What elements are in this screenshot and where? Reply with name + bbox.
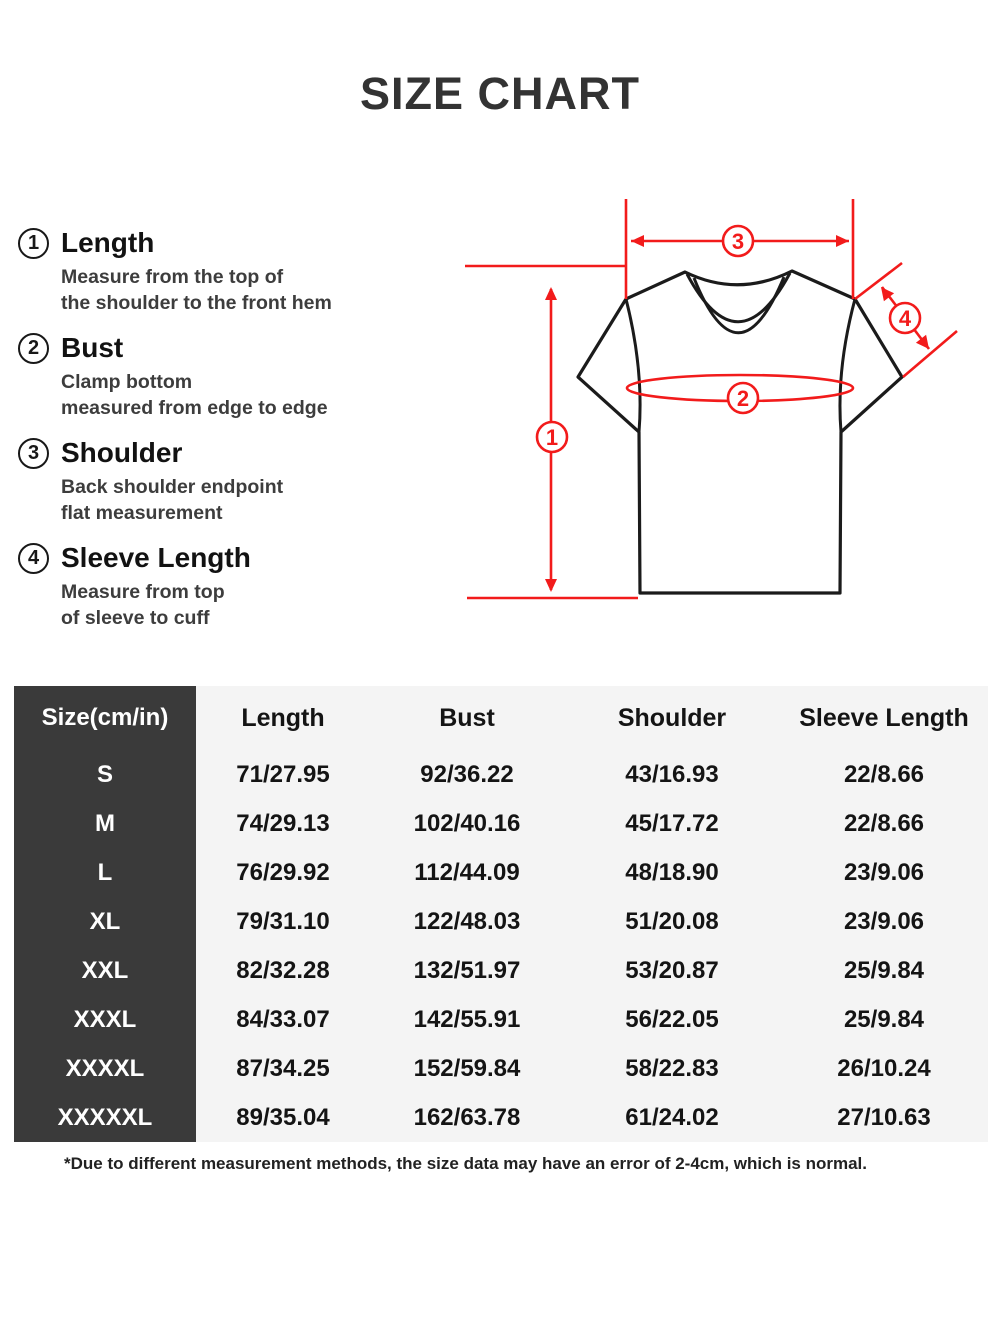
callout-number-1: 1 [545, 425, 559, 450]
measurement-value: 82/32.28 [236, 956, 330, 984]
size-row-xxl [14, 946, 988, 995]
measurement-value: 162/63.78 [413, 1103, 521, 1131]
legend-head [18, 226, 453, 260]
desc-line: of sleeve to cuff [61, 606, 210, 629]
measurement-value: 23/9.06 [843, 858, 925, 886]
size-row-xxxxxl [14, 1093, 988, 1142]
arrowhead [836, 235, 849, 247]
size-label: M [14, 799, 196, 848]
callout-number-3: 3 [731, 229, 745, 254]
measurement-value: 22/8.66 [843, 809, 925, 837]
column-header-length: Length [241, 703, 325, 732]
legend-head [18, 436, 453, 470]
measurement-value: 87/34.25 [236, 1054, 330, 1082]
legend-head [18, 331, 453, 365]
measurement-value: 25/9.84 [843, 956, 925, 984]
legend-heading-length: Length [61, 227, 155, 258]
size-row-xxxxl [14, 1044, 988, 1093]
page-title: SIZE CHART [360, 68, 640, 119]
legend-item-sleeve-length [18, 541, 453, 631]
measurement-value: 58/22.83 [625, 1054, 719, 1082]
size-row-xl [14, 897, 988, 946]
column-header-size: Size(cm/in) [14, 686, 196, 750]
desc-line: Measure from top [61, 581, 225, 603]
legend-description-shoulder [61, 475, 453, 526]
measurement-value: 112/44.09 [414, 858, 520, 886]
desc-line: Back shoulder endpoint [61, 476, 284, 498]
size-row-m [14, 799, 988, 848]
size-label: XXXXXL [14, 1093, 196, 1142]
tshirt-measurement-diagram [455, 185, 985, 645]
measurement-value: 25/9.84 [843, 1005, 925, 1033]
size-table-body [14, 750, 988, 1142]
legend-heading-shoulder: Shoulder [61, 437, 183, 468]
size-table [14, 686, 988, 1142]
measurement-value: 84/33.07 [236, 1005, 330, 1033]
desc-line: the shoulder to the front hem [61, 291, 332, 314]
arrowhead [631, 235, 644, 247]
measurement-footnote: *Due to different measurement methods, the size data may have an error of 2-4cm, which is normal. [64, 1154, 868, 1173]
size-label: XL [14, 897, 196, 946]
size-label: S [14, 750, 196, 799]
measurement-legend [18, 226, 453, 646]
size-label: L [14, 848, 196, 897]
sleeve-upper-reference-line [855, 263, 902, 299]
column-header-shoulder: Shoulder [617, 703, 727, 732]
measurement-value: 43/16.93 [625, 760, 719, 788]
legend-item-bust [18, 331, 453, 421]
measurement-value: 22/8.66 [843, 760, 925, 788]
size-row-s [14, 750, 988, 799]
tshirt-outline [578, 271, 902, 593]
callout-number-4: 4 [898, 306, 912, 331]
legend-item-length [18, 226, 453, 316]
measurement-value: 89/35.04 [236, 1103, 330, 1131]
legend-heading-sleeve-length: Sleeve Length [61, 542, 251, 573]
measurement-value: 27/10.63 [837, 1103, 931, 1131]
measurement-value: 51/20.08 [625, 907, 719, 935]
legend-heading-bust: Bust [61, 332, 124, 363]
desc-line: Measure from the top of [61, 266, 284, 288]
tshirt-diagram-svg [455, 185, 985, 645]
desc-line: Clamp bottom [61, 371, 193, 393]
desc-line: measured from edge to edge [61, 396, 328, 419]
measurement-value: 79/31.10 [236, 907, 330, 935]
legend-description-length [61, 265, 453, 316]
column-header-bust: Bust [439, 703, 495, 732]
measurement-value: 56/22.05 [625, 1005, 719, 1033]
number-badge-2: 2 [18, 333, 49, 364]
legend-head [18, 541, 453, 575]
measurement-value: 26/10.24 [837, 1054, 931, 1082]
measurement-value: 76/29.92 [236, 858, 330, 886]
measurement-value: 53/20.87 [625, 956, 719, 984]
measurement-value: 71/27.95 [236, 760, 330, 788]
arrowhead [916, 335, 929, 349]
size-table-header [14, 686, 988, 750]
column-header-sleeve-length: Sleeve Length [799, 703, 969, 732]
legend-description-bust [61, 370, 453, 421]
size-label: XXXL [14, 995, 196, 1044]
measurement-value: 152/59.84 [413, 1054, 521, 1082]
legend-description-sleeve-length [61, 580, 453, 631]
number-badge-4: 4 [18, 543, 49, 574]
measurement-value: 142/55.91 [413, 1005, 521, 1033]
measurement-value: 92/36.22 [420, 760, 514, 788]
number-badge-1: 1 [18, 228, 49, 259]
measurement-value: 45/17.72 [625, 809, 719, 837]
legend-item-shoulder [18, 436, 453, 526]
measurement-value: 122/48.03 [413, 907, 521, 935]
arrowhead [545, 287, 557, 300]
measurement-value: 102/40.16 [413, 809, 521, 837]
measurement-value: 74/29.13 [236, 809, 330, 837]
measurement-value: 23/9.06 [843, 907, 925, 935]
measurement-value: 48/18.90 [625, 858, 719, 886]
desc-line: flat measurement [61, 501, 223, 524]
sleeve-lower-reference-line [903, 331, 957, 377]
number-badge-3: 3 [18, 438, 49, 469]
size-row-xxxl [14, 995, 988, 1044]
size-label: XXL [14, 946, 196, 995]
callout-number-2: 2 [736, 386, 750, 411]
measurement-value: 61/24.02 [625, 1103, 719, 1131]
measurement-value: 132/51.97 [413, 956, 521, 984]
size-row-l [14, 848, 988, 897]
arrowhead [545, 579, 557, 592]
header-row [14, 686, 988, 750]
size-label: XXXXL [14, 1044, 196, 1093]
